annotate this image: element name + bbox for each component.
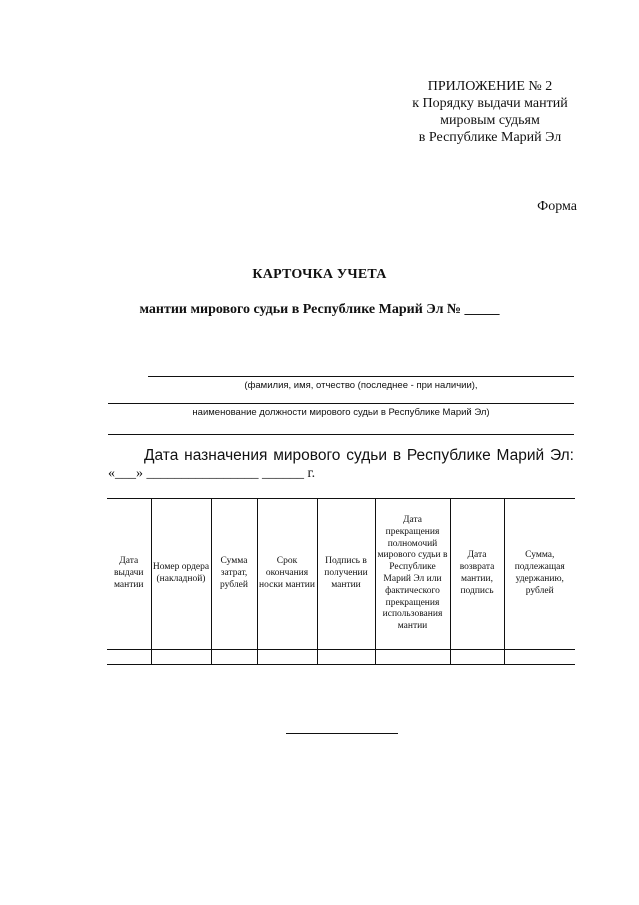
appointment-date-text: Дата назначения мирового судьи в Республике Марий Эл: — [144, 447, 574, 464]
table-cell — [151, 650, 211, 665]
column-header: Срок окончания носки мантии — [257, 499, 317, 650]
appendix-line-1: к Порядку выдачи мантий — [412, 96, 568, 111]
column-header: Сумма затрат, рублей — [211, 499, 257, 650]
footer-divider — [286, 733, 398, 734]
position-field-line — [108, 434, 574, 435]
table-cell — [317, 650, 375, 665]
ledger-table — [107, 498, 575, 665]
card-title: КАРТОЧКА УЧЕТА — [252, 267, 387, 282]
table-cell — [450, 650, 504, 665]
column-header: Подпись в получении мантии — [317, 499, 375, 650]
position-caption: наименование должности мирового судьи в Республике Марий Эл) — [192, 407, 490, 418]
table-row — [107, 650, 575, 665]
name-caption: (фамилия, имя, отчество (последнее - при наличии), — [244, 380, 478, 391]
column-header: Дата прекращения полномочий мирового судьи в Республике Марий Эл или фактического прекращения использования мантии — [375, 499, 450, 650]
appendix-line-3: в Республике Марий Эл — [418, 130, 562, 145]
form-label: Форма — [537, 199, 577, 214]
table-cell — [107, 650, 151, 665]
table-cell — [375, 650, 450, 665]
appointment-date-blanks: «___» ________________ ______ г. — [108, 466, 316, 481]
appendix-line-2: мировым судьям — [440, 113, 540, 128]
name-field-line — [148, 376, 574, 377]
column-header: Дата выдачи мантии — [107, 499, 151, 650]
appendix-title: ПРИЛОЖЕНИЕ № 2 — [427, 79, 553, 94]
appointment-date-label — [108, 447, 574, 465]
table-cell — [211, 650, 257, 665]
column-header: Номер ордера (накладной) — [151, 499, 211, 650]
name-continuation-line — [108, 403, 574, 404]
appendix-block — [380, 78, 600, 146]
card-subtitle: мантии мирового судьи в Республике Марий Эл № _____ — [139, 302, 500, 317]
table-cell — [504, 650, 575, 665]
column-header: Сумма, подлежащая удержанию, рублей — [504, 499, 575, 650]
table-header-row — [107, 499, 575, 650]
column-header: Дата возврата мантии, подпись — [450, 499, 504, 650]
table-cell — [257, 650, 317, 665]
